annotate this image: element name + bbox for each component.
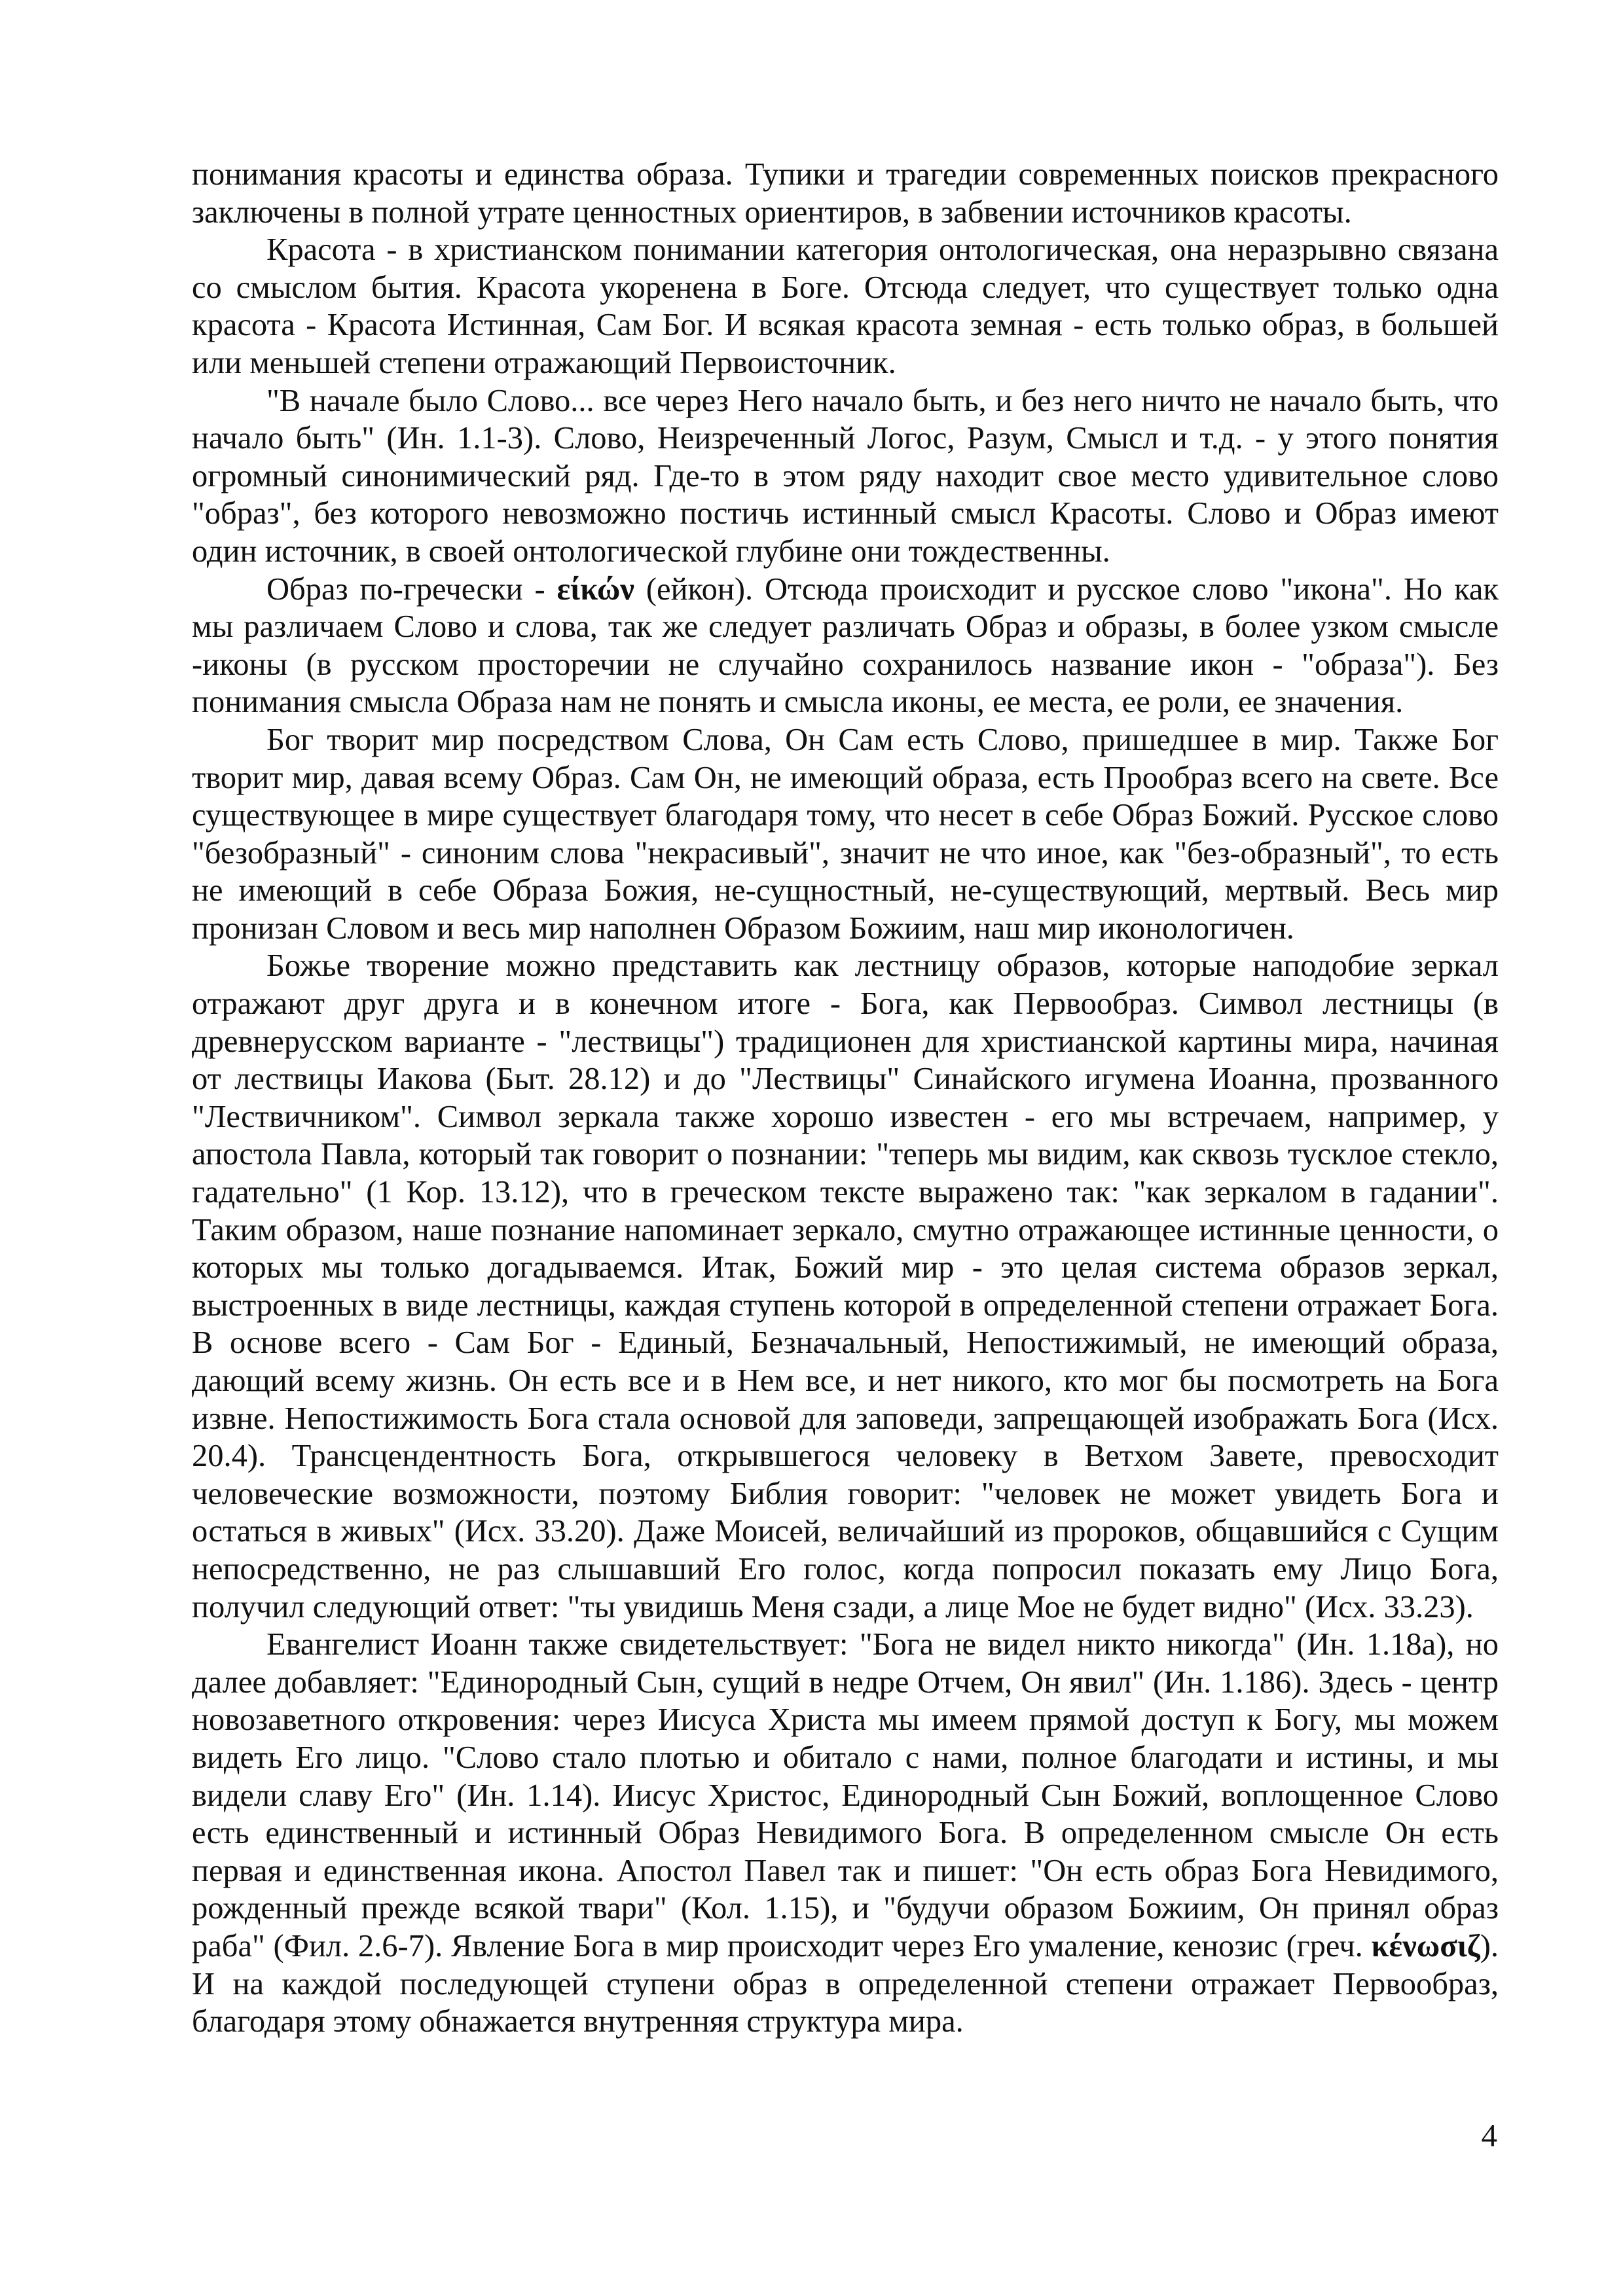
paragraph-text: "В начале было Слово... все через Него начало быть, и без него ничто не начало быть, что начало быть" (Ин. 1.1-3). Слово, Неизреченный Логос, Разум, Смысл и т.д. - у этого понятия огромный синонимический ряд. Где-то в этом ряду находит свое место удивительное слово "образ", без которого невозможно постичь истинный смысл Красоты. Слово и Образ имеют один источник, в своей онтологической глубине они тождественны. (192, 383, 1499, 569)
greek-term: κένωσιζ (1371, 1928, 1480, 1964)
paragraph-text: понимания красоты и единства образа. Тупики и трагедии современных поисков прекрасного заключены в полной утрате ценностных ориентиров, в забвении источников красоты. (192, 157, 1499, 230)
paragraph-text: Бог творит мир посредством Слова, Он Сам есть Слово, пришедшее в мир. Также Бог творит мир, давая всему Образ. Сам Он, не имеющий образа, есть Прообраз всего на свете. Все существующее в мире существует благодаря тому, что несет в себе Образ Божий. Русское слово "безобразный" - синоним слова "некрасивый", значит не что иное, как "без-образный", то есть не имеющий в себе Образа Божия, не-сущностный, не-существующий, мертвый. Весь мир пронизан Словом и весь мир наполнен Образом Божиим, наш мир иконологичен. (192, 722, 1499, 946)
document-body (192, 156, 1499, 2041)
paragraph (192, 721, 1499, 948)
paragraph-text: Евангелист Иоанн также свидетельствует: "Бога не видел никто никогда" (Ин. 1.18а), но далее добавляет: "Единородный Сын, сущий в недре Отчем, Он явил" (Ин. 1.186). Здесь - центр новозаветного откровения: через Иисуса Христа мы имеем прямой доступ к Богу, мы можем видеть Его лицо. "Слово стало плотью и обитало с нами, полное благодати и истины, и мы видели славу Его" (Ин. 1.14). Иисус Христос, Единородный Сын Божий, воплощенное Слово есть единственный и истинный Образ Невидимого Бога. В определенном смысле Он есть первая и единственная икона. Апостол Павел так и пишет: "Он есть образ Бога Невидимого, рожденный прежде всякой твари" (Кол. 1.15), и "будучи образом Божиим, Он принял образ раба" (Фил. 2.6-7). Явление Бога в мир происходит через Его умаление, кенозис (греч. (192, 1627, 1499, 1964)
paragraph-text: (ейкон). Отсюда происходит и русское слово "икона". Но как мы различаем Слово и слова, так же следует различать Образ и образы, в более узком смысле -иконы (в русском просторечии не случайно сохранилось название икон - "образа"). Без понимания смысла Образа нам не понять и смысла иконы, ее места, ее роли, ее значения. (192, 571, 1499, 720)
paragraph (192, 1626, 1499, 2041)
paragraph-text: Божье творение можно представить как лестницу образов, которые наподобие зеркал отражают друг друга и в конечном итоге - Бога, как Первообраз. Символ лестницы (в древнерусском варианте - "лествицы") традиционен для христианской картины мира, начиная от лествицы Иакова (Быт. 28.12) и до "Лествицы" Синайского игумена Иоанна, прозванного "Лествичником". Символ зеркала также хорошо известен - его мы встречаем, например, у апостола Павла, который так говорит о познании: "теперь мы видим, как сквозь тусклое стекло, гадательно" (1 Кор. 13.12), что в греческом тексте выражено так: "как зеркалом в гадании". Таким образом, наше познание напоминает зеркало, смутно отражающее истинные ценности, о которых мы только догадываемся. Итак, Божий мир - это целая система образов зеркал, выстроенных в виде лестницы, каждая ступень которой в определенной степени отражает Бога. В основе всего - Сам Бог - Единый, Безначальный, Непостижимый, не имеющий образа, дающий всему жизнь. Он есть все и в Нем все, и нет никого, кто мог бы посмотреть на Бога извне. Непостижимость Бога стала основой для заповеди, запрещающей изображать Бога (Исх. 20.4). Трансцендентность Бога, открывшегося человеку в Ветхом Завете, превосходит человеческие возможности, поэтому Библия говорит: "человек не может увидеть Бога и остаться в живых" (Исх. 33.20). Даже Моисей, величайший из пророков, общавшийся с Сущим непосредственно, не раз слышавший Его голос, когда попросил показать ему Лицо Бога, получил следующий ответ: "ты увидишь Меня сзади, а лице Мое не будет видно" (Исх. 33.23). (192, 948, 1499, 1624)
paragraph (192, 947, 1499, 1626)
paragraph (192, 571, 1499, 721)
page-number: 4 (1481, 2117, 1497, 2153)
paragraph (192, 231, 1499, 382)
greek-term: είκών (556, 571, 634, 607)
paragraph-text: Красота - в христианском понимании категория онтологическая, она неразрывно связана со смыслом бытия. Красота укоренена в Боге. Отсюда следует, что существует только одна красота - Красота Истинная, Сам Бог. И всякая красота земная - есть только образ, в большей или меньшей степени отражающий Первоисточник. (192, 232, 1499, 380)
paragraph (192, 382, 1499, 571)
paragraph-text: Образ по-гречески - (266, 571, 557, 607)
paragraph (192, 156, 1499, 231)
paragraph-text: ). И на каждой последующей ступени образ в определенной степени отражает Первообраз, благодаря этому обнажается внутренняя структура мира. (192, 1928, 1499, 2039)
